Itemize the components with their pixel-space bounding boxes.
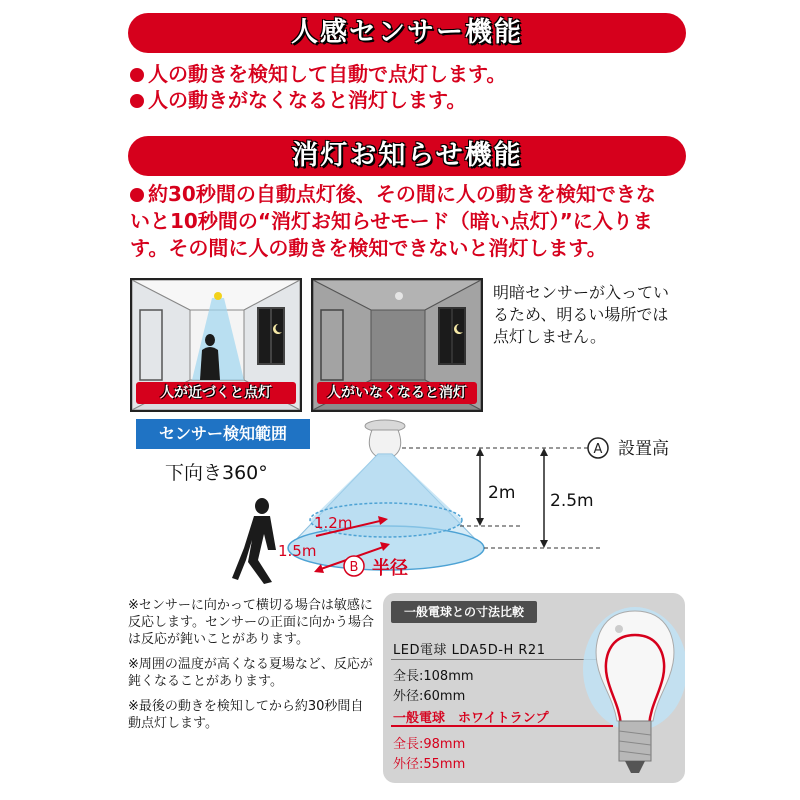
off-notice-banner: 消灯お知らせ機能 xyxy=(128,136,686,176)
led-length: 全長:108mm xyxy=(393,669,474,684)
light-sensor-note xyxy=(493,282,718,348)
sensor-function-banner: 人感センサー機能 xyxy=(128,13,686,53)
walking-person-icon xyxy=(232,498,276,584)
bulb-comparison-illustration xyxy=(579,597,685,783)
marker-b-text: B xyxy=(349,560,359,575)
led-width: 外径:60mm xyxy=(393,689,466,704)
note-3: ※最後の動きを検知してから約30秒間自動点灯します。 xyxy=(128,699,364,731)
notes-list xyxy=(128,597,376,740)
comparison-title: 一般電球との寸法比較 xyxy=(391,601,537,623)
feature-line-2-text: 人の動きがなくなると消灯します。 xyxy=(148,88,467,112)
model-name: LED電球 LDA5D-H R21 xyxy=(393,643,546,658)
bullet-icon xyxy=(130,94,144,108)
sensor-range-label: センサー検知範囲 xyxy=(136,419,310,449)
height-2m-text: 2m xyxy=(488,483,516,503)
paragraph-line-1 xyxy=(130,181,710,208)
feature-line-1-text: 人の動きを検知して自動で点灯します。 xyxy=(148,62,507,86)
paragraph-line-2: いと10秒間の“消灯お知らせモード（暗い点灯）”に入りま xyxy=(130,209,653,233)
bulb-base xyxy=(619,721,651,761)
marker-a-text: A xyxy=(593,442,603,457)
divider xyxy=(391,659,611,660)
paragraph-line-1-text: 約30秒間の自動点灯後、その間に人の動きを検知できな xyxy=(148,182,656,206)
room-lit-illustration xyxy=(130,278,302,412)
radius-label: 半径 xyxy=(372,558,408,579)
general-width: 外径:55mm xyxy=(393,757,466,772)
size-comparison-panel xyxy=(383,593,685,783)
feature-line-2 xyxy=(130,88,466,113)
radius-12-text: 1.2m xyxy=(314,514,353,532)
radius-15-text: 1.5m xyxy=(278,542,317,560)
general-length: 全長:98mm xyxy=(393,737,466,752)
paragraph-line-3: す。その間に人の動きを検知できないと消灯します。 xyxy=(130,236,607,260)
lit-caption: 人が近づくと点灯 xyxy=(136,382,296,404)
side-note-line-1: 明暗センサーが入ってい xyxy=(493,283,670,302)
direction-label: 下向き360° xyxy=(165,462,268,484)
side-note-line-3: 点灯しません。 xyxy=(493,327,606,346)
room-dark-illustration xyxy=(311,278,483,412)
sensor-range-diagram xyxy=(0,410,800,590)
feature-line-1 xyxy=(130,62,506,87)
general-bulb-label: 一般電球 ホワイトランプ xyxy=(393,711,549,726)
bullet-icon xyxy=(130,188,144,202)
bullet-icon xyxy=(130,68,144,82)
height-25m-text: 2.5m xyxy=(550,491,594,511)
note-2: ※周囲の温度が高くなる夏場など、反応が鈍くなることがあります。 xyxy=(128,657,373,689)
off-notice-paragraph xyxy=(130,181,710,262)
dark-caption: 人がいなくなると消灯 xyxy=(317,382,477,404)
side-note-line-2: るため、明るい場所では xyxy=(493,305,669,324)
sensor-bulb-icon xyxy=(369,430,400,456)
note-1: ※センサーに向かって横切る場合は敏感に反応します。センサーの正面に向かう場合は反応が鈍いことがあります。 xyxy=(128,598,374,647)
install-height-text: 設置高 xyxy=(618,439,669,459)
